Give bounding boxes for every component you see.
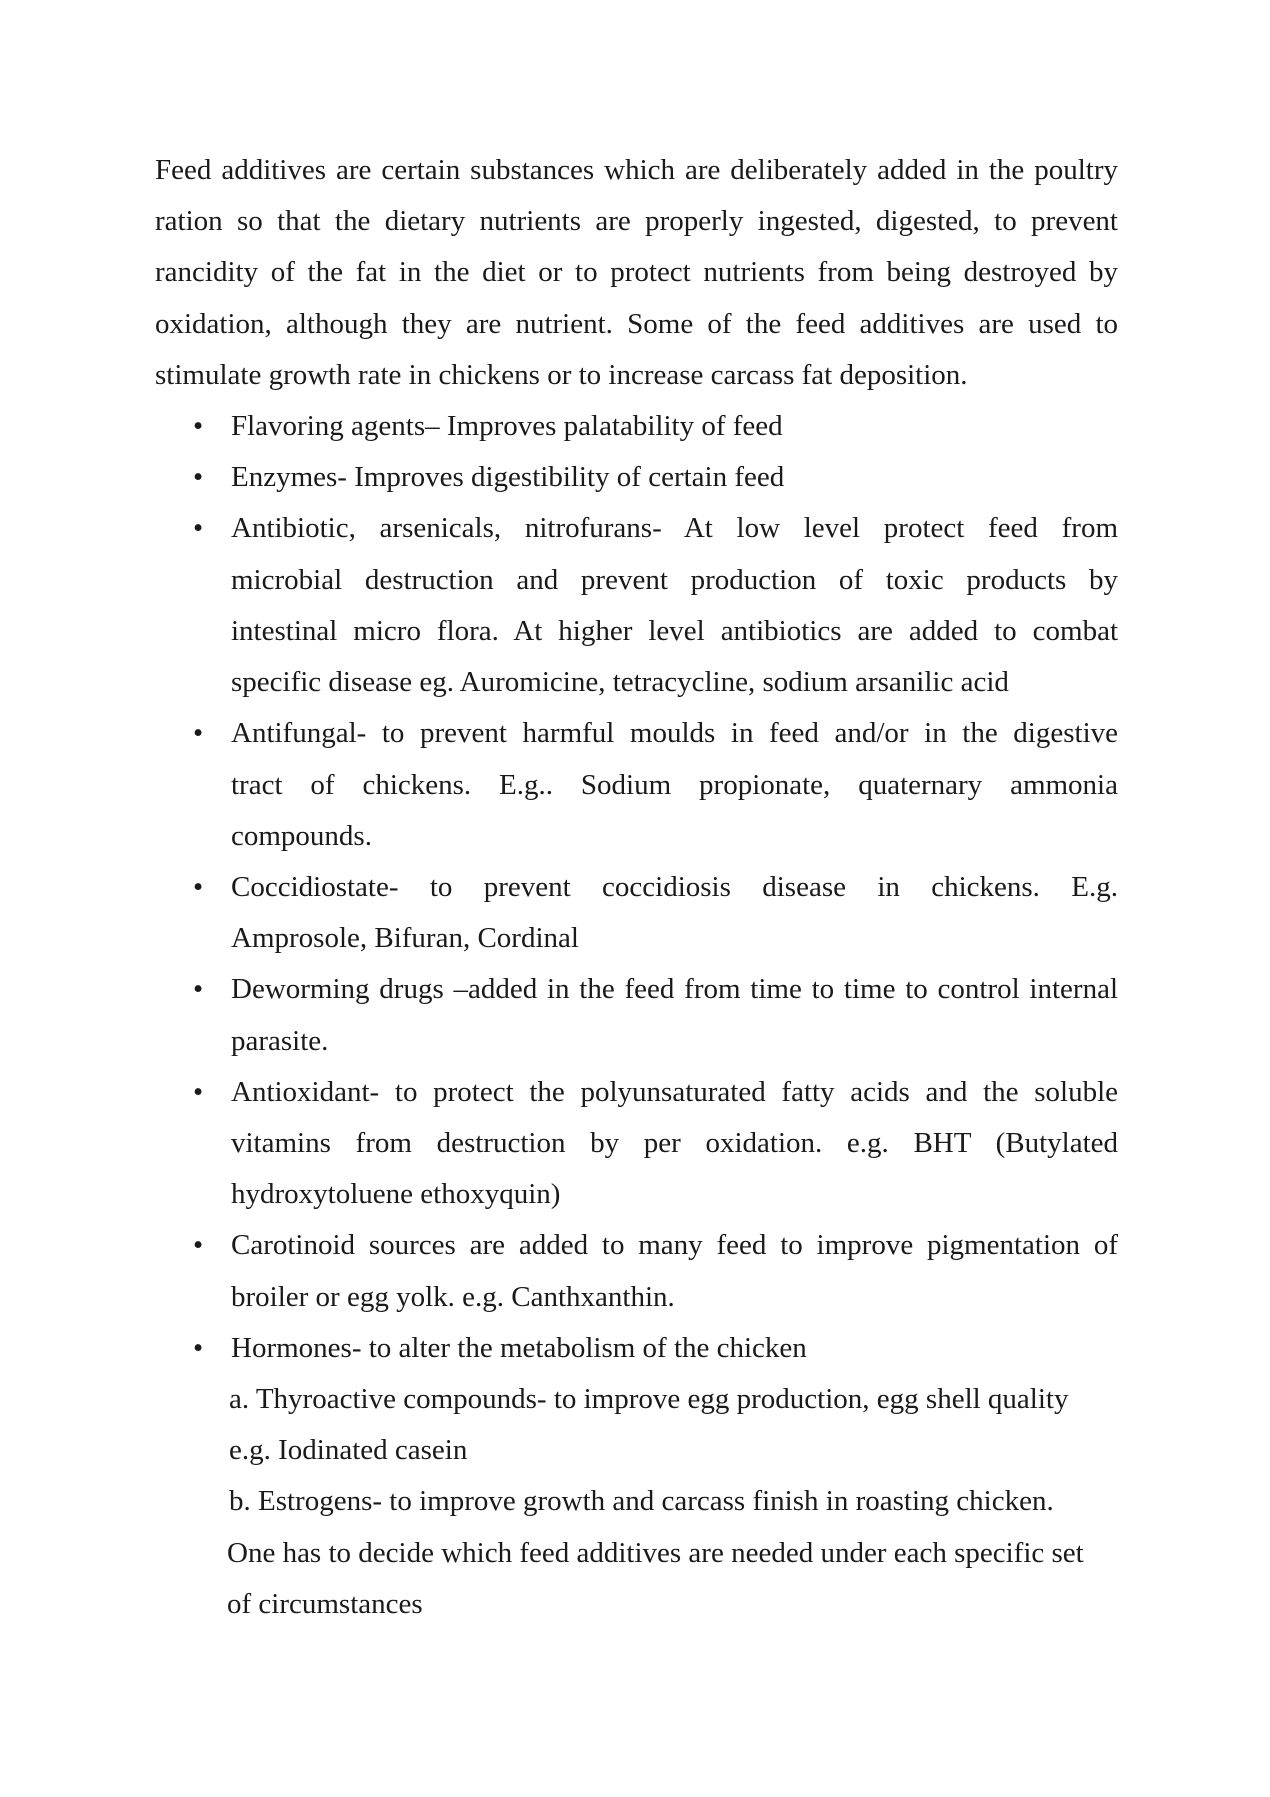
list-item-line: specific disease eg. Auromicine, tetracycline, sodium arsanilic acid	[231, 666, 1009, 698]
list-item-line: Enzymes- Improves digestibility of certain feed	[231, 461, 785, 493]
intro-line: rancidity of the fat in the diet or to protect nutrients from being destroyed by	[155, 256, 1118, 288]
list-item-line: compounds.	[231, 820, 372, 852]
list-item-line: parasite.	[231, 1025, 329, 1057]
intro-line: oxidation, although they are nutrient. Some of the feed additives are used to	[155, 308, 1118, 340]
bullet-icon: •	[193, 871, 204, 903]
list-item-line: Antioxidant- to protect the polyunsaturated fatty acids and the soluble	[231, 1076, 1118, 1108]
intro-line: ration so that the dietary nutrients are properly ingested, digested, to prevent	[155, 205, 1118, 237]
list-item-line: vitamins from destruction by per oxidation. e.g. BHT (Butylated	[231, 1127, 1118, 1159]
list-item-line: Deworming drugs –added in the feed from time to time to control internal	[231, 973, 1118, 1005]
list-item-line: microbial destruction and prevent production of toxic products by	[231, 564, 1118, 596]
bullet-icon: •	[193, 717, 204, 749]
list-item-line: Carotinoid sources are added to many feed to improve pigmentation of	[231, 1229, 1118, 1261]
list-item-line: hydroxytoluene ethoxyquin)	[231, 1178, 561, 1210]
list-item-line: intestinal micro flora. At higher level antibiotics are added to combat	[231, 615, 1118, 647]
list-item-line: tract of chickens. E.g.. Sodium propionate, quaternary ammonia	[231, 769, 1118, 801]
list-item-line: broiler or egg yolk. e.g. Canthxanthin.	[231, 1281, 675, 1313]
bullet-icon: •	[193, 1332, 204, 1364]
intro-line: stimulate growth rate in chickens or to increase carcass fat deposition.	[155, 359, 968, 391]
list-item-line: Hormones- to alter the metabolism of the chicken	[231, 1332, 807, 1364]
list-item-line: Coccidiostate- to prevent coccidiosis disease in chickens. E.g.	[231, 871, 1118, 903]
bullet-icon: •	[193, 410, 204, 442]
subitem-line: e.g. Iodinated casein	[229, 1434, 468, 1466]
bullet-icon: •	[193, 973, 204, 1005]
closing-line: of circumstances	[227, 1588, 423, 1620]
list-item-line: Antibiotic, arsenicals, nitrofurans- At low level protect feed from	[231, 512, 1118, 544]
subitem-line: b. Estrogens- to improve growth and carcass finish in roasting chicken.	[229, 1485, 1054, 1517]
list-item-line: Antifungal- to prevent harmful moulds in feed and/or in the digestive	[231, 717, 1118, 749]
bullet-icon: •	[193, 512, 204, 544]
bullet-icon: •	[193, 1076, 204, 1108]
bullet-icon: •	[193, 1229, 204, 1261]
list-item-line: Flavoring agents– Improves palatability of feed	[231, 410, 783, 442]
list-item-line: Amprosole, Bifuran, Cordinal	[231, 922, 579, 954]
bullet-icon: •	[193, 461, 204, 493]
intro-line: Feed additives are certain substances which are deliberately added in the poultry	[155, 154, 1118, 186]
subitem-line: a. Thyroactive compounds- to improve egg production, egg shell quality	[229, 1383, 1069, 1415]
closing-line: One has to decide which feed additives are needed under each specific set	[227, 1537, 1084, 1569]
